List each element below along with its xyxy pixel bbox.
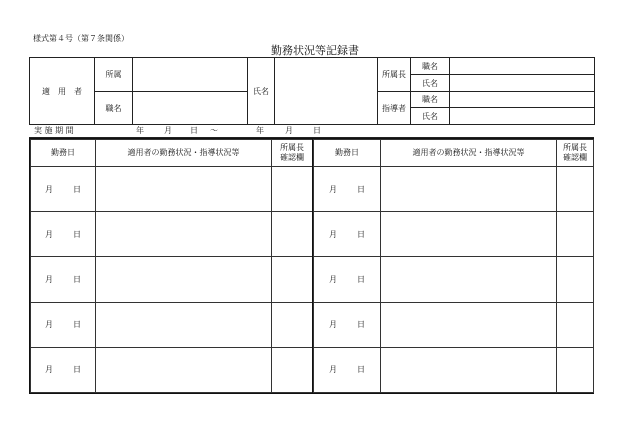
table-row [314,167,594,212]
table-row [314,302,594,347]
date-cell[interactable]: 月 日 [314,347,381,392]
status-cell[interactable] [96,347,272,392]
status-cell[interactable] [381,257,557,302]
date-cell[interactable]: 月 日 [314,167,381,212]
confirm-cell[interactable] [272,167,313,212]
applicant-label: 適 用 者 [30,58,95,125]
supervisor-position-value[interactable] [450,58,595,75]
table-row [31,347,313,392]
date-cell[interactable]: 月 日 [314,212,381,257]
instructor-position-label: 職名 [411,92,450,108]
supervisor-position-label: 職名 [411,58,450,75]
table-row [31,212,313,257]
col-header-confirm: 所属長 確認欄 [557,140,594,167]
name-label: 氏名 [248,58,275,125]
supervisor-label: 所属長 [378,58,411,92]
instructor-name-label: 氏名 [411,108,450,125]
col-header-status: 適用者の勤務状況・指導状況等 [96,140,272,167]
table-row [314,212,594,257]
position-label: 職名 [95,92,133,125]
instructor-name-value[interactable] [450,108,595,125]
date-cell[interactable]: 月 日 [314,302,381,347]
instructor-label: 指導者 [378,92,411,125]
table-row [314,257,594,302]
date-cell[interactable]: 月 日 [31,347,96,392]
status-cell[interactable] [381,212,557,257]
period-label: 実 施 期 間 [34,126,74,135]
confirm-cell[interactable] [557,257,594,302]
date-cell[interactable]: 月 日 [314,257,381,302]
form-number: 様式第４号（第７条関係） [33,34,129,43]
record-grid-left [30,139,312,393]
period-year-1[interactable]: 年 [136,126,144,135]
table-row [31,302,313,347]
supervisor-name-label: 氏名 [411,75,450,92]
date-cell[interactable]: 月 日 [31,167,96,212]
affiliation-label: 所属 [95,58,133,92]
supervisor-name-value[interactable] [450,75,595,92]
confirm-cell[interactable] [272,212,313,257]
table-row [31,257,313,302]
status-cell[interactable] [381,167,557,212]
confirm-cell[interactable] [557,212,594,257]
name-value[interactable] [275,58,378,125]
period-month-1[interactable]: 月 [164,126,172,135]
record-grid [29,138,594,394]
confirm-cell[interactable] [557,347,594,392]
status-cell[interactable] [96,302,272,347]
confirm-cell[interactable] [557,167,594,212]
date-cell[interactable]: 月 日 [31,302,96,347]
confirm-cell[interactable] [557,302,594,347]
period-year-2[interactable]: 年 [256,126,264,135]
period-month-2[interactable]: 月 [285,126,293,135]
status-cell[interactable] [96,212,272,257]
confirm-cell[interactable] [272,347,313,392]
confirm-cell[interactable] [272,257,313,302]
col-header-confirm: 所属長 確認欄 [272,140,313,167]
record-grid-right [313,139,593,393]
table-row [314,347,594,392]
period-tilde: ～ [210,126,218,135]
col-header-date: 勤務日 [314,140,381,167]
period-row [29,124,594,138]
confirm-cell[interactable] [272,302,313,347]
date-cell[interactable]: 月 日 [31,257,96,302]
affiliation-value[interactable] [133,58,248,92]
col-header-date: 勤務日 [31,140,96,167]
status-cell[interactable] [381,302,557,347]
col-header-status: 適用者の勤務状況・指導状況等 [381,140,557,167]
period-day-2[interactable]: 日 [313,126,321,135]
position-value[interactable] [133,92,248,125]
status-cell[interactable] [96,167,272,212]
header-table [29,57,595,125]
document-title: 勤務状況等記録書 [271,44,359,57]
instructor-position-value[interactable] [450,92,595,108]
table-row [31,167,313,212]
period-day-1[interactable]: 日 [190,126,198,135]
status-cell[interactable] [96,257,272,302]
status-cell[interactable] [381,347,557,392]
date-cell[interactable]: 月 日 [31,212,96,257]
